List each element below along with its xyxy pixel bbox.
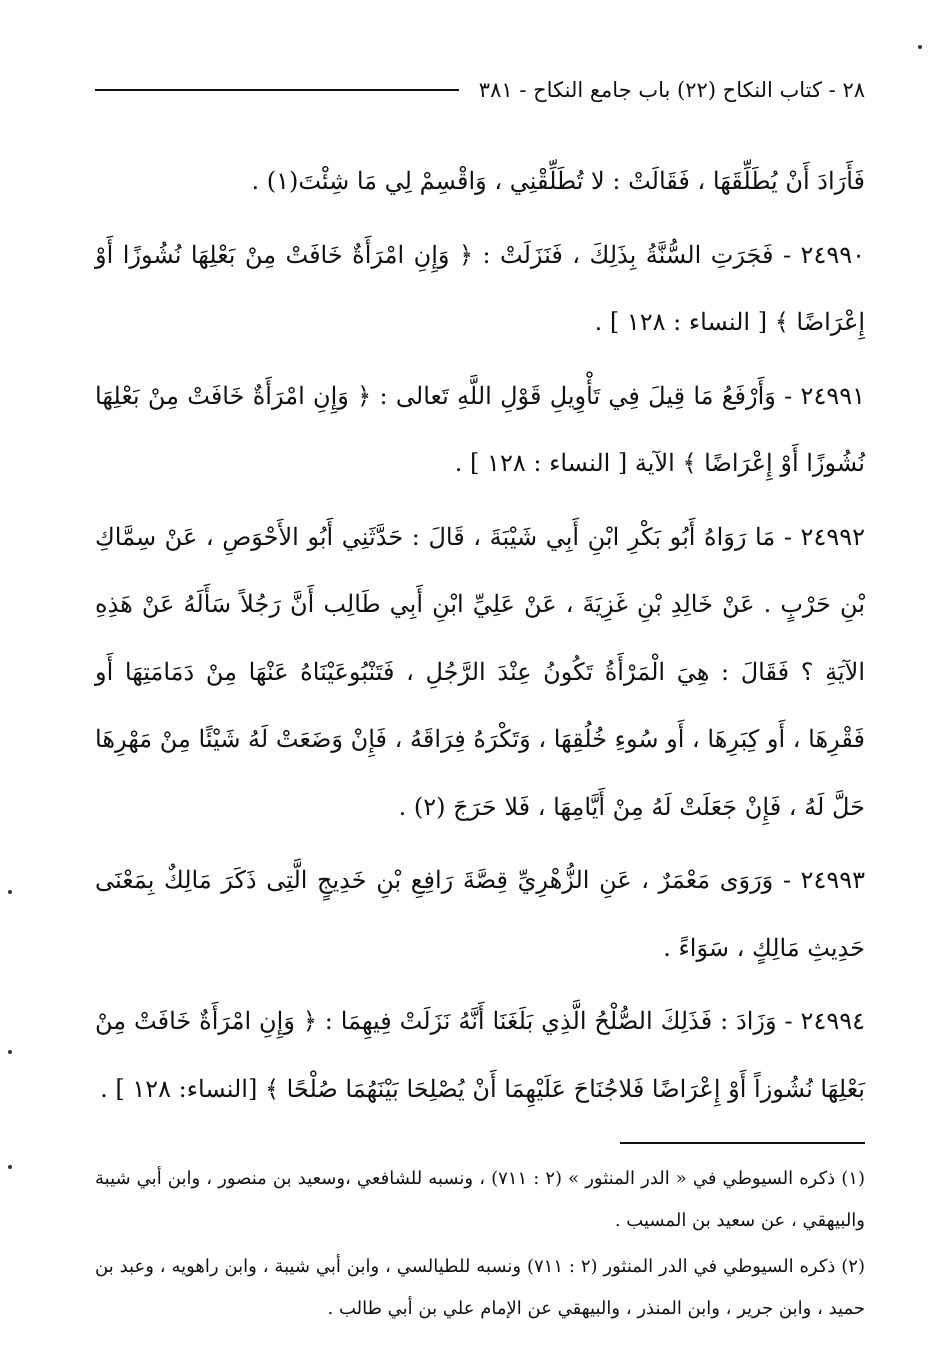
scan-speck	[8, 1050, 12, 1054]
footnote-1: (١) ذكره السيوطي في « الدر المنثور » (٢ : ٧١١) ، ونسبه للشافعي ،وسعيد بن منصور ، وابن أبي شيبة والبيهقي ، عن سعيد بن المسيب .	[95, 1168, 865, 1231]
footnote-divider	[620, 1142, 865, 1144]
header-title: ٢٨ - كتاب النكاح (٢٢) باب جامع النكاح - ٣٨١	[478, 78, 865, 102]
paragraph-continuation: فَأَرَادَ أَنْ يُطَلِّقَهَا ، فَقَالَتْ : لا تُطَلِّقْنِي ، وَاقْسِمْ لِي مَا شِئْتَ(١) .	[251, 167, 865, 195]
main-text	[95, 148, 865, 1129]
scan-speck	[8, 1165, 12, 1169]
scan-speck	[918, 45, 922, 49]
paragraph-24993: ٢٤٩٩٣ - وَرَوَى مَعْمَرٌ ، عَنِ الزُّهْرِيِّ قِصَّةَ رَافِعِ بْنِ خَدِيجٍ الَّتِى ذَكَرَ مَالِكٌ بِمَعْنَى حَدِيثِ مَالِكٍ ، سَوَاءً .	[95, 866, 865, 962]
paragraph-24994: ٢٤٩٩٤ - وَزَادَ : فَذَلِكَ الصُّلْحُ الَّذِي بَلَغَنَا أَنَّهُ نَزَلَتْ فِيهِمَا : ﴿ وَإِنِ امْرَأَةٌ خَافَتْ مِنْ بَعْلِهَا نُشُوزاً أَوْ إِعْرَاضًا فَلاجُنَاحَ عَلَيْهِمَا أَنْ يُصْلِحَا بَيْنَهُمَا صُلْحًا ﴾ [النساء: ١٢٨ ] .	[95, 1007, 865, 1103]
running-header	[95, 70, 865, 110]
paragraph-24991: ٢٤٩٩١ - وَأَرْفَعُ مَا قِيلَ فِي تَأْوِيلِ قَوْلِ اللَّهِ تَعالى : ﴿ وَإِنِ امْرَأَةٌ خَافَتْ مِنْ بَعْلِهَا نُشُوزًا أَوْ إِعْرَاضًا ﴾ الآية [ النساء : ١٢٨ ] .	[95, 381, 865, 477]
footnote-2: (٢) ذكره السيوطي في الدر المنثور (٢ : ٧١١) ونسبه للطيالسي ، وابن أبي شيبة ، وابن راهويه ، وعبد بن حميد ، وابن جرير ، وابن المنذر ، والبيهقي عن الإمام علي بن أبي طالب .	[95, 1256, 865, 1319]
header-rule	[95, 89, 459, 91]
footnotes	[95, 1158, 865, 1334]
scan-speck	[8, 890, 12, 894]
paragraph-24990: ٢٤٩٩٠ - فَجَرَتِ السُّنَّةُ بِذَلِكَ ، فَنَزَلَتْ : ﴿ وَإِنِ امْرَأَةٌ خَافَتْ مِنْ بَعْلِهَا نُشُوزًا أَوْ إِعْرَاضًا ﴾ [ النساء : ١٢٨ ] .	[95, 240, 865, 336]
paragraph-24992: ٢٤٩٩٢ - مَا رَوَاهُ أَبُو بَكْرِ ابْنِ أَبِي شَيْبَةَ ، قَالَ : حَدَّثَنِي أَبُو الأَحْوَصِ ، عَنْ سِمَّاكِ بْنِ حَرْبٍ . عَنْ خَالِدِ بْنِ غَزِيَةَ ، عَنْ عَلِيِّ ابْنِ أَبِي طَالِب أَنَّ رَجُلاً سَأَلَهُ عَنْ هَذِهِ الآيَةِ ؟ فَقَالَ : هِيَ الْمَرْأَةُ تَكُونُ عِنْدَ الرَّجُلِ ، فَتَنْبُوعَيْنَاهُ عَنْهَا مِنْ دَمَامَتِهَا أَو فَقْرِهَا ، أَو كِبَرِهَا ، أَو سُوءِ خُلُقِهَا ، وَتَكْرَهُ فِرَاقَهُ ، فَإِنْ وَضَعَتْ لَهُ شَيْئًا مِنْ مَهْرِهَا حَلَّ لَهُ ، فَإِنْ جَعَلَتْ لَهُ مِنْ أَيَّامِهَا ، فَلا حَرَجَ (٢) .	[95, 522, 865, 821]
